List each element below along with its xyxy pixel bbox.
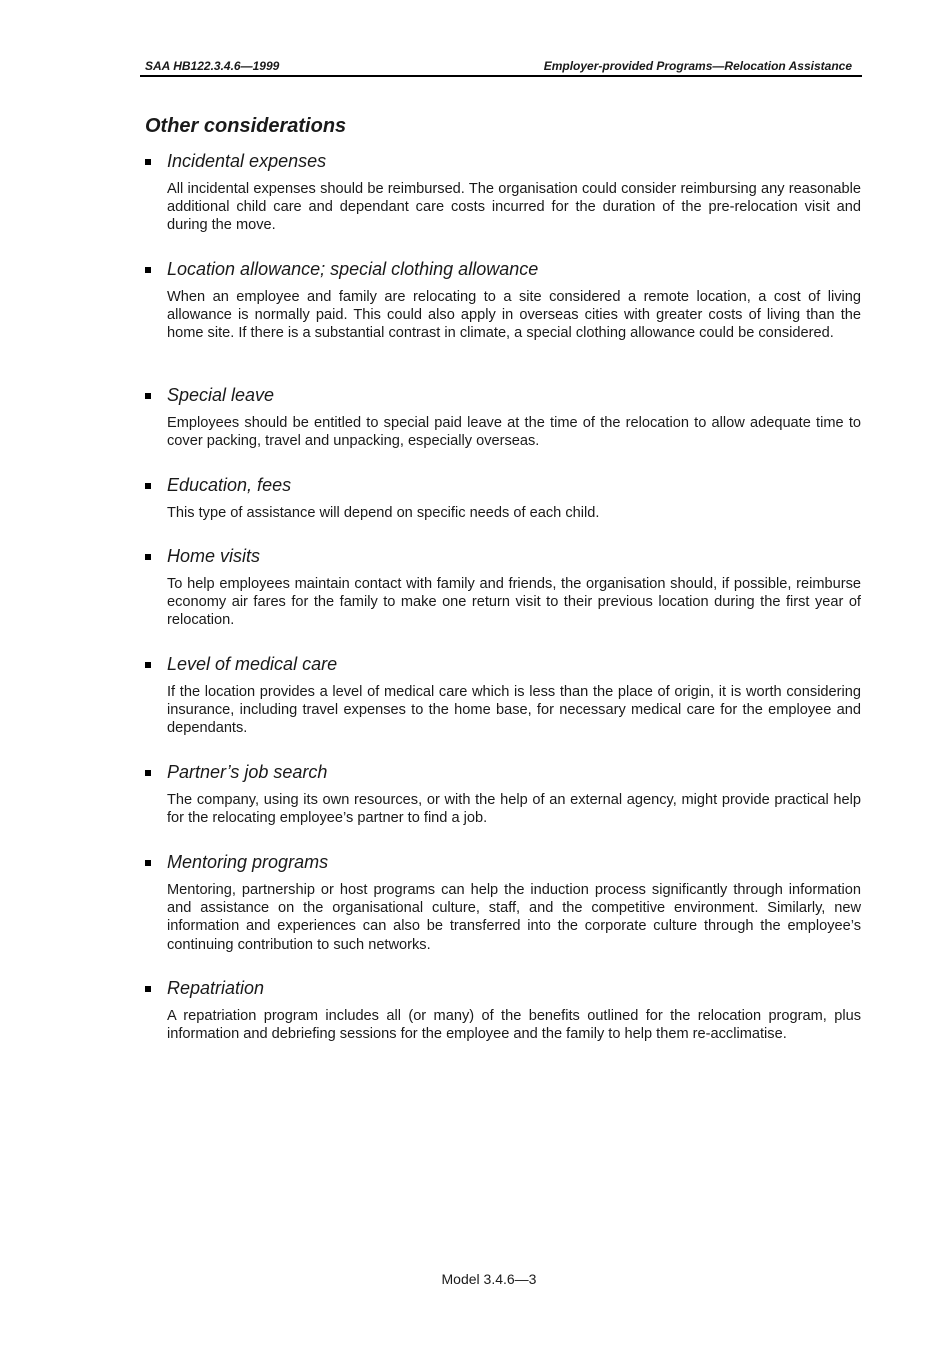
page-header <box>140 58 862 77</box>
item-heading-text: Special leave <box>167 385 275 405</box>
item-body: A repatriation program includes all (or many) of the benefits outlined for the relocation program, plus information and debriefing sessions for the employee and the family to help them re-acclimatise. <box>167 1008 861 1043</box>
list-item-partner-job-search <box>145 758 862 848</box>
item-heading-text: Mentoring programs <box>167 852 329 872</box>
item-heading-text: Incidental expenses <box>167 151 327 171</box>
section-title: Other considerations <box>145 115 347 137</box>
item-heading-text: Location allowance; special clothing allowance <box>167 259 539 279</box>
item-heading-text: Level of medical care <box>167 654 338 674</box>
item-body: This type of assistance will depend on specific needs of each child. <box>167 505 600 521</box>
item-body: Employees should be entitled to special paid leave at the time of the relocation to allow adequate time to cover packing, travel and unpacking, especially overseas. <box>167 415 861 450</box>
list-item-repatriation <box>145 974 862 1064</box>
bullet-icon <box>145 860 151 866</box>
list-item-education-fees <box>145 471 862 542</box>
header-section-title: Employer-provided Programs—Relocation Assistance <box>543 59 852 73</box>
list-item-mentoring-programs <box>145 848 862 974</box>
item-heading <box>145 381 862 409</box>
item-heading <box>145 147 862 175</box>
header-document-id: SAA HB122.3.4.6—1999 <box>145 59 280 73</box>
bullet-icon <box>145 159 151 165</box>
bullet-icon <box>145 393 151 399</box>
item-heading-text: Partner’s job search <box>167 762 328 782</box>
bullet-icon <box>145 662 151 668</box>
item-heading <box>145 542 862 570</box>
list-item-home-visits <box>145 542 862 650</box>
item-heading-text: Home visits <box>167 546 261 566</box>
list-item-location-allowance <box>145 255 862 381</box>
list-item-special-leave <box>145 381 862 471</box>
item-body: All incidental expenses should be reimbursed. The organisation could consider reimbursing any reasonable additional child care and dependant care costs incurred for the duration of the pre-relocation visit and during the move. <box>167 181 861 234</box>
bullet-icon <box>145 267 151 273</box>
list-item-medical-care <box>145 650 862 758</box>
list-item-incidental-expenses <box>145 147 862 255</box>
bullet-icon <box>145 986 151 992</box>
item-heading-text: Repatriation <box>167 978 265 998</box>
item-heading <box>145 650 862 678</box>
item-body: Mentoring, partnership or host programs can help the induction process significantly through information and assistance on the organisational culture, staff, and the competitive environment. Similarly, new information and experiences can also be transferred into the corporate culture through the employee’s continuing contribution to such networks. <box>167 882 861 953</box>
bullet-icon <box>145 483 151 489</box>
item-body: If the location provides a level of medical care which is less than the place of origin, it is worth considering insurance, including travel expenses to the home base, for necessary medical care for the employee and dependants. <box>167 684 861 737</box>
item-body: The company, using its own resources, or with the help of an external agency, might provide practical help for the relocating employee’s partner to find a job. <box>167 792 861 827</box>
item-body: When an employee and family are relocating to a site considered a remote location, a cost of living allowance is normally paid. This could also apply in overseas cities with greater costs of living than the home site. If there is a substantial contrast in climate, a special clothing allowance could be considered. <box>167 289 861 342</box>
considerations-list <box>145 147 862 1064</box>
item-heading <box>145 255 862 283</box>
bullet-icon <box>145 554 151 560</box>
page-number: Model 3.4.6—3 <box>441 1271 537 1287</box>
bullet-icon <box>145 770 151 776</box>
item-heading <box>145 758 862 786</box>
item-heading <box>145 848 862 876</box>
item-heading-text: Education, fees <box>167 475 292 495</box>
item-heading <box>145 471 862 499</box>
item-heading <box>145 974 862 1002</box>
item-body: To help employees maintain contact with family and friends, the organisation should, if possible, reimburse economy air fares for the family to make one return visit to their previous location during the first year of relocation. <box>167 576 861 629</box>
